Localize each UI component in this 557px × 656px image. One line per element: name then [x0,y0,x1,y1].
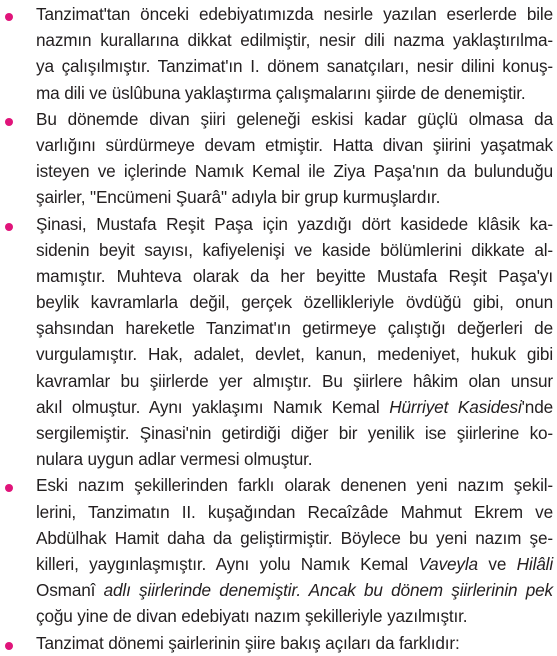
text-line [36,237,553,263]
bullet-item [0,211,557,473]
text-line [36,630,553,656]
italic-title: Hilâli [516,553,553,574]
text-line [36,106,553,132]
text-segment: Şinasi, Mustafa Reşit Paşa için yazdığı dört kasidede klâsik ka- [36,213,553,234]
text-line [36,289,553,315]
text-segment: çoğu yine de divan edebiyatı nazım şekilleriyle yazılmıştır. [36,606,468,627]
text-segment: vurgulamıştır. Hak, adalet, devlet, kanun, medeniyet, hukuk gibi [36,344,553,365]
text-segment: Tanzimat'tan önceki edebiyatımızda nesirle yazılan eserlerde bile [36,4,553,24]
text-segment: ya çalışılmıştır. Tanzimat'ın I. dönem sanatçıları, nesir dilini konuş- [36,56,553,77]
text-segment: Eski nazım şekillerinden farklı olarak denenen yeni nazım şekil- [36,475,553,496]
bullet-list [0,1,557,656]
bullet-dot-icon [5,13,13,21]
text-segment: akıl olmuştur. Aynı yaklaşımı Namık Kemal [36,396,390,417]
text-line [36,394,553,420]
text-line [36,27,553,53]
text-segment: mamıştır. Muhteva olarak da her beyitte Mustafa Reşit Paşa'yı [36,265,553,286]
bullet-dot-icon [5,118,13,126]
text-line [36,158,553,184]
text-segment: şahsından hareketle Tanzimat'ın getirmeye çalıştığı değerleri de [36,318,553,339]
text-segment: ve [477,553,517,574]
bullet-item [0,472,557,629]
text-line [36,446,553,472]
text-line [36,263,553,289]
text-segment: beylik kavramlarla değil, gerçek özellikleriyle övdüğü gibi, onun [36,292,553,313]
text-line [36,577,553,603]
text-line [36,472,553,498]
text-line [36,80,553,106]
text-segment: sidenin beyit sayısı, kafiyelenişi ve kaside bölümlerini dikkate al- [36,239,553,260]
bullet-item [0,1,557,106]
text-line [36,368,553,394]
text-segment: sergilemiştir. Şinasi'nin getirdiği diğer bir yenilik ise şiirlerine ko- [36,423,553,443]
text-line [36,551,553,577]
text-line [36,1,553,27]
italic-title: adlı şiirlerinde denemiştir. Ancak bu dönem şiirlerinin pek [95,580,553,601]
text-segment: Bu dönemde divan şiiri geleneği eskisi kadar güçlü olmasa da [36,108,553,129]
text-line [36,525,553,551]
italic-title: Vaveyla [418,553,478,574]
bullet-dot-icon [5,642,13,650]
text-segment: 'nde [521,396,554,417]
text-line [36,53,553,79]
text-segment: nulara uygun adlar vermesi olmuştur. [36,449,313,470]
text-line [36,603,553,629]
bullet-dot-icon [5,223,13,231]
bullet-item [0,106,557,211]
bullet-item [0,630,557,656]
text-segment: Osmanî [36,580,96,601]
text-line [36,499,553,525]
text-segment: varlığını sürdürmeye devam etmiştir. Hatta divan şiirini yaşatmak [36,134,553,155]
text-line [36,420,553,446]
text-segment: lerini, Tanzimatın II. kuşağından Recaîzâde Mahmut Ekrem ve [36,501,553,522]
text-segment: ma dili ve üslûbuna yaklaştırma çalışmalarını şiirde de denemiştir. [36,82,526,103]
text-line [36,184,553,210]
text-segment: şairler, "Encümeni Şuarâ" adıyla bir grup kurmuşlardır. [36,187,441,208]
text-segment: killeri, yaygınlaşmıştır. Aynı yolu Namık Kemal [36,553,419,574]
text-line [36,132,553,158]
text-line [36,211,553,237]
text-line [36,341,553,367]
bullet-dot-icon [5,484,13,492]
text-segment: nazmın kurallarına dikkat edilmiştir, nesir dili nazma yaklaştırılma- [36,30,553,51]
text-segment: Abdülhak Hamit daha da geliştirmiştir. Böylece bu yeni nazım şe- [36,527,553,548]
text-segment: isteyen ve içlerinde Namık Kemal ile Ziya Paşa'nın da bulunduğu [36,161,553,182]
italic-title: Hürriyet Kasidesi [389,396,522,417]
text-segment: Tanzimat dönemi şairlerinin şiire bakış açıları da farklıdır: [36,632,460,653]
text-line [36,315,553,341]
text-segment: kavramlar bu şiirlerde yer almıştır. Bu şiirlere hâkim olan unsur [36,370,553,391]
